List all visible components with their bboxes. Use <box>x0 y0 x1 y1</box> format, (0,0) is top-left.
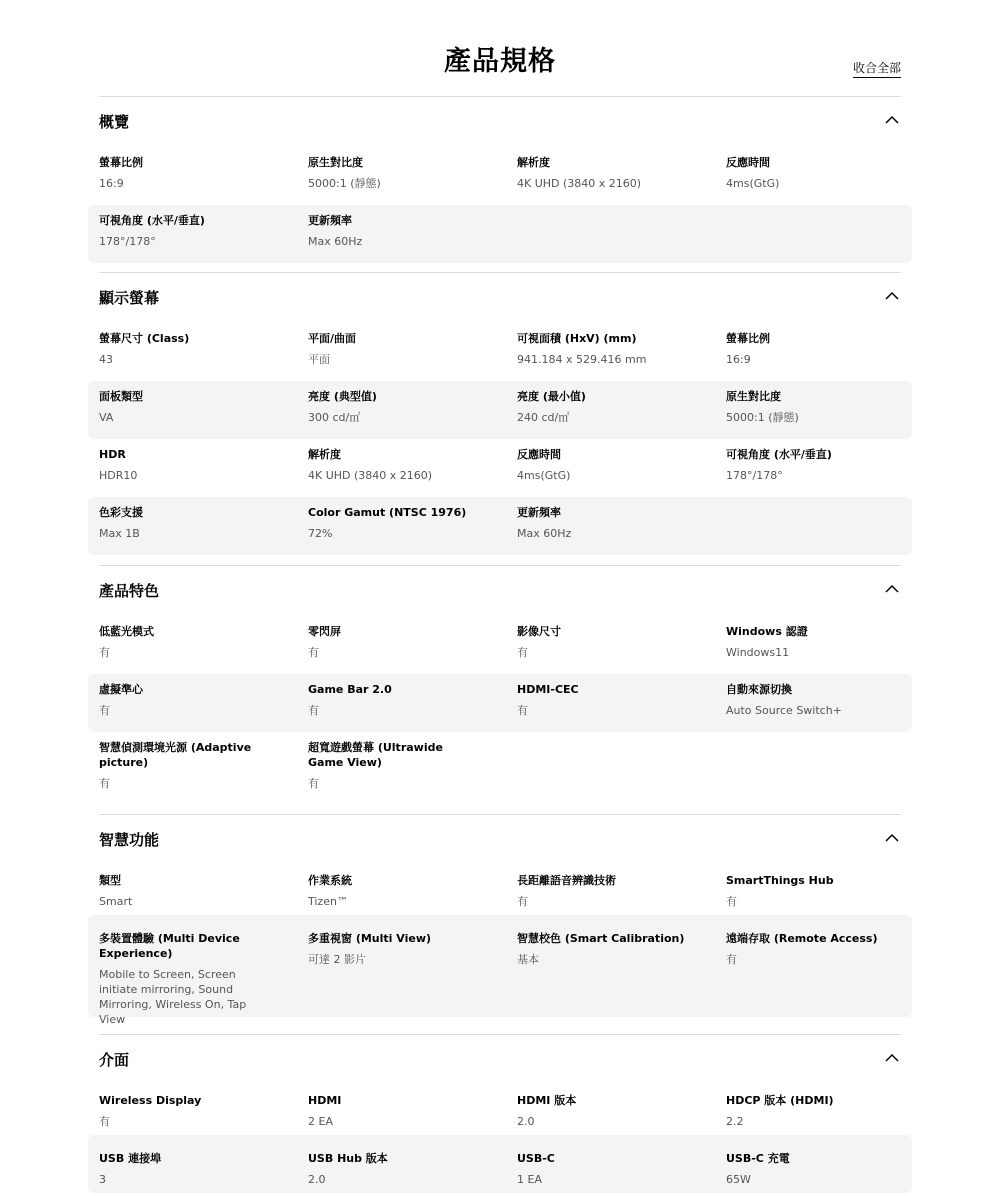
spec-item <box>297 1147 506 1193</box>
spec-value: 178°/178° <box>99 235 156 248</box>
spec-item <box>506 678 715 732</box>
spec-item <box>88 736 297 806</box>
spec-label: HDR <box>99 448 126 461</box>
spec-label: 自動來源切換 <box>726 683 792 696</box>
spec-label: 原生對比度 <box>726 390 781 403</box>
spec-value: 16:9 <box>726 353 751 366</box>
spec-value: 1 EA <box>517 1173 542 1186</box>
spec-item <box>297 501 506 555</box>
spec-item <box>506 620 715 674</box>
spec-value: 72% <box>308 527 333 540</box>
section-header[interactable] <box>88 97 912 147</box>
spec-value: Max 60Hz <box>517 527 572 540</box>
section-overview <box>88 97 912 263</box>
spec-value: 可達 2 影片 <box>308 953 366 966</box>
spec-item <box>506 1147 715 1193</box>
spec-item <box>506 869 715 915</box>
chevron-up-icon[interactable] <box>885 291 899 301</box>
chevron-up-icon[interactable] <box>885 1053 899 1063</box>
spec-item <box>297 869 506 915</box>
spec-label: 智慧校色 (Smart Calibration) <box>517 932 685 945</box>
spec-item <box>297 209 506 263</box>
spec-item <box>506 385 715 439</box>
spec-value: 300 cd/㎡ <box>308 411 361 424</box>
spec-label: 類型 <box>99 874 121 887</box>
section-interface <box>88 1035 912 1193</box>
spec-row <box>88 1085 912 1135</box>
section-title: 概覽 <box>99 113 130 131</box>
spec-label: 平面/曲面 <box>308 332 357 345</box>
spec-item <box>297 736 506 806</box>
spec-value: 3 <box>99 1173 106 1186</box>
spec-item <box>715 443 924 497</box>
spec-value: 941.184 x 529.416 mm <box>517 353 647 366</box>
section-title: 顯示螢幕 <box>99 289 160 307</box>
section-title: 產品特色 <box>99 582 160 600</box>
spec-value: 有 <box>726 953 737 966</box>
spec-item <box>88 1089 297 1135</box>
spec-value: 5000:1 (靜態) <box>726 411 799 424</box>
spec-value: 有 <box>726 895 737 908</box>
spec-row <box>88 1135 912 1193</box>
spec-row <box>88 865 912 915</box>
spec-label: Wireless Display <box>99 1094 202 1107</box>
collapse-all-link[interactable]: 收合全部 <box>853 60 901 78</box>
spec-row <box>88 205 912 263</box>
spec-value: 有 <box>308 704 319 717</box>
spec-item <box>88 927 297 1026</box>
spec-label: 螢幕尺寸 (Class) <box>99 332 190 345</box>
spec-item <box>88 385 297 439</box>
section-display <box>88 273 912 555</box>
spec-item <box>715 327 924 381</box>
spec-label: 零閃屏 <box>308 625 341 638</box>
page-header <box>0 0 1000 96</box>
spec-label: USB-C <box>517 1152 555 1165</box>
spec-value: 178°/178° <box>726 469 783 482</box>
spec-label: 更新頻率 <box>308 214 352 227</box>
spec-value: VA <box>99 411 114 424</box>
spec-item <box>88 678 297 732</box>
spec-label: 低藍光模式 <box>99 625 154 638</box>
spec-label: Color Gamut (NTSC 1976) <box>308 506 467 519</box>
spec-row <box>88 147 912 205</box>
spec-value: 有 <box>517 704 528 717</box>
chevron-up-icon[interactable] <box>885 584 899 594</box>
spec-label: SmartThings Hub <box>726 874 834 887</box>
spec-value: Max 1B <box>99 527 140 540</box>
spec-item <box>88 151 297 205</box>
spec-label: 面板類型 <box>99 390 143 403</box>
spec-item <box>506 1089 715 1135</box>
section-smart <box>88 815 912 1026</box>
chevron-up-icon[interactable] <box>885 833 899 843</box>
spec-item <box>506 327 715 381</box>
spec-label: HDCP 版本 (HDMI) <box>726 1094 834 1107</box>
spec-value: 4ms(GtG) <box>517 469 571 482</box>
spec-value: 4K UHD (3840 x 2160) <box>517 177 642 190</box>
spec-value: 4ms(GtG) <box>726 177 780 190</box>
spec-label: Game Bar 2.0 <box>308 683 392 696</box>
spec-value: Windows11 <box>726 646 790 659</box>
spec-value: 2.2 <box>726 1115 744 1128</box>
spec-value: 240 cd/㎡ <box>517 411 570 424</box>
spec-label: 可視角度 (水平/垂直) <box>726 448 832 461</box>
spec-value: 有 <box>99 777 110 790</box>
spec-label: 智慧偵測環境光源 (Adaptive picture) <box>99 741 252 769</box>
spec-item <box>715 620 924 674</box>
spec-label: 更新頻率 <box>517 506 561 519</box>
spec-value: 2.0 <box>517 1115 535 1128</box>
spec-item <box>88 620 297 674</box>
spec-item <box>297 1089 506 1135</box>
section-title: 智慧功能 <box>99 831 160 849</box>
spec-item <box>715 678 924 732</box>
chevron-up-icon[interactable] <box>885 115 899 125</box>
spec-item <box>715 385 924 439</box>
spec-label: 可視面積 (HxV) (mm) <box>517 332 637 345</box>
section-header[interactable] <box>88 815 912 865</box>
spec-label: 虛擬準心 <box>99 683 143 696</box>
spec-row <box>88 381 912 439</box>
spec-label: 亮度 (典型值) <box>308 390 377 403</box>
spec-row <box>88 439 912 497</box>
spec-label: HDMI <box>308 1094 342 1107</box>
spec-item <box>297 443 506 497</box>
spec-item <box>715 1089 924 1135</box>
spec-row <box>88 732 912 806</box>
spec-value: 有 <box>99 1115 110 1128</box>
spec-value: 基本 <box>517 953 539 966</box>
spec-value: Smart <box>99 895 133 908</box>
spec-label: USB-C 充電 <box>726 1152 790 1165</box>
spec-value: Mobile to Screen, Screen initiate mirroring, Sound Mirroring, Wireless On, Tap View <box>99 968 247 1026</box>
spec-item <box>506 501 715 555</box>
spec-item <box>297 927 506 1017</box>
spec-label: 作業系統 <box>308 874 352 887</box>
spec-item <box>88 209 297 263</box>
spec-row <box>88 497 912 555</box>
section-header[interactable] <box>88 273 912 323</box>
spec-value: 有 <box>308 777 319 790</box>
spec-value: Max 60Hz <box>308 235 363 248</box>
section-title: 介面 <box>99 1051 130 1069</box>
spec-label: 螢幕比例 <box>726 332 770 345</box>
spec-value: 2.0 <box>308 1173 326 1186</box>
spec-value: 16:9 <box>99 177 124 190</box>
spec-label: 亮度 (最小值) <box>517 390 586 403</box>
spec-item <box>297 678 506 732</box>
spec-label: 遠端存取 (Remote Access) <box>726 932 878 945</box>
spec-value: 平面 <box>308 353 330 366</box>
spec-label: 反應時間 <box>517 448 561 461</box>
spec-label: 原生對比度 <box>308 156 363 169</box>
section-header[interactable] <box>88 1035 912 1085</box>
spec-row <box>88 674 912 732</box>
spec-value: 65W <box>726 1173 751 1186</box>
spec-item <box>506 443 715 497</box>
page-title: 產品規格 <box>444 46 556 77</box>
spec-label: HDMI 版本 <box>517 1094 577 1107</box>
spec-value: Tizen™ <box>308 895 348 908</box>
spec-label: 多裝置體驗 (Multi Device Experience) <box>99 932 240 960</box>
spec-label: USB Hub 版本 <box>308 1152 388 1165</box>
spec-value: 5000:1 (靜態) <box>308 177 381 190</box>
spec-item <box>297 385 506 439</box>
section-header[interactable] <box>88 566 912 616</box>
spec-value: 43 <box>99 353 113 366</box>
spec-item <box>297 327 506 381</box>
spec-item <box>715 927 924 1017</box>
spec-value: 有 <box>308 646 319 659</box>
spec-item <box>715 151 924 205</box>
spec-label: 解析度 <box>308 448 341 461</box>
spec-item <box>88 869 297 915</box>
spec-label: 色彩支援 <box>99 506 143 519</box>
spec-label: 螢幕比例 <box>99 156 143 169</box>
spec-label: 超寬遊戲螢幕 (Ultrawide Game View) <box>308 741 443 769</box>
spec-value: 有 <box>99 646 110 659</box>
spec-value: 有 <box>517 646 528 659</box>
spec-item <box>88 443 297 497</box>
spec-label: 多重視窗 (Multi View) <box>308 932 432 945</box>
spec-item <box>506 927 715 1017</box>
spec-item <box>88 327 297 381</box>
spec-value: Auto Source Switch+ <box>726 704 842 717</box>
spec-value: 有 <box>99 704 110 717</box>
spec-item <box>715 1147 924 1193</box>
spec-item <box>88 1147 297 1193</box>
spec-value: 2 EA <box>308 1115 333 1128</box>
spec-item <box>506 151 715 205</box>
spec-item <box>715 869 924 915</box>
spec-label: HDMI-CEC <box>517 683 579 696</box>
spec-item <box>297 620 506 674</box>
spec-row <box>88 915 912 1026</box>
spec-label: 可視角度 (水平/垂直) <box>99 214 205 227</box>
section-features <box>88 566 912 806</box>
spec-label: Windows 認證 <box>726 625 808 638</box>
spec-value: 4K UHD (3840 x 2160) <box>308 469 433 482</box>
spec-label: 影像尺寸 <box>517 625 561 638</box>
spec-value: 有 <box>517 895 528 908</box>
spec-label: 解析度 <box>517 156 550 169</box>
spec-label: 長距離語音辨識技術 <box>517 874 616 887</box>
spec-label: USB 連接埠 <box>99 1152 162 1165</box>
spec-label: 反應時間 <box>726 156 770 169</box>
spec-item <box>88 501 297 555</box>
spec-item <box>297 151 506 205</box>
spec-row <box>88 616 912 674</box>
spec-value: HDR10 <box>99 469 138 482</box>
spec-row <box>88 323 912 381</box>
